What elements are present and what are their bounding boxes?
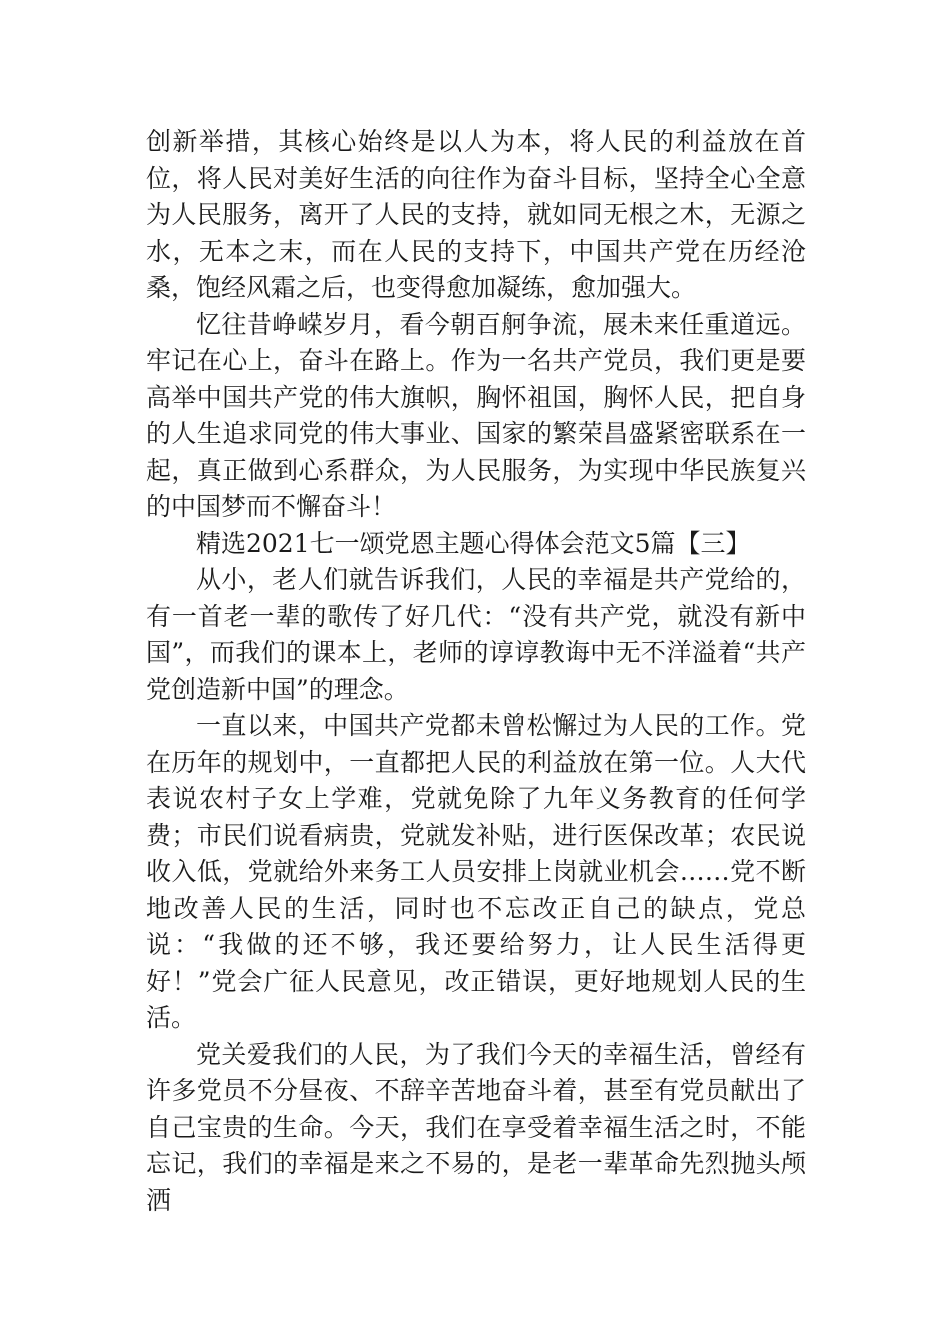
section-heading: 精选2021七一颂党恩主题心得体会范文5篇【三】 [196,528,751,558]
paragraph: 忆往昔峥嵘岁月，看今朝百舸争流，展未来任重道远。牢记在心上，奋斗在路上。作为一名共产党员，我们更是要高举中国共产党的伟大旗帜，胸怀祖国，胸怀人民，把自身的人生追求同党的伟大事业、国家的繁荣昌盛紧密联系在一起，真正做到心系群众，为人民服务，为实现中华民族复兴的中国梦而不懈奋斗！ [146,309,806,521]
paragraph-continued: 创新举措，其核心始终是以人为本，将人民的利益放在首位，将人民对美好生活的向往作为奋斗目标，坚持全心全意为人民服务，离开了人民的支持，就如同无根之木，无源之水，无本之末，而在人民的支持下，中国共产党在历经沧桑，饱经风霜之后，也变得愈加凝练，愈加强大。 [146,127,806,302]
paragraph: 从小，老人们就告诉我们，人民的幸福是共产党给的，有一首老一辈的歌传了好几代：“没有共产党，就没有新中国”，而我们的课本上，老师的谆谆教诲中无不洋溢着“共产党创造新中国”的理念。 [146,565,806,704]
paragraph: 党关爱我们的人民，为了我们今天的幸福生活，曾经有许多党员不分昼夜、不辞辛苦地奋斗着，甚至有党员献出了自己宝贵的生命。今天，我们在享受着幸福生活之时，不能忘记，我们的幸福是来之不易的，是老一辈革命先烈抛头颅洒 [146,1039,806,1215]
document-page [146,124,806,1219]
paragraph: 一直以来，中国共产党都未曾松懈过为人民的工作。党在历年的规划中，一直都把人民的利益放在第一位。人大代表说农村子女上学难，党就免除了九年义务教育的任何学费；市民们说看病贵，党就发补贴，进行医保改革；农民说收入低，党就给外来务工人员安排上岗就业机会……党不断地改善人民的生活，同时也不忘改正自己的缺点，党总说：“我做的还不够，我还要给努力，让人民生活得更好！”党会广征人民意见，改正错误，更好地规划人民的生活。 [146,711,806,1032]
